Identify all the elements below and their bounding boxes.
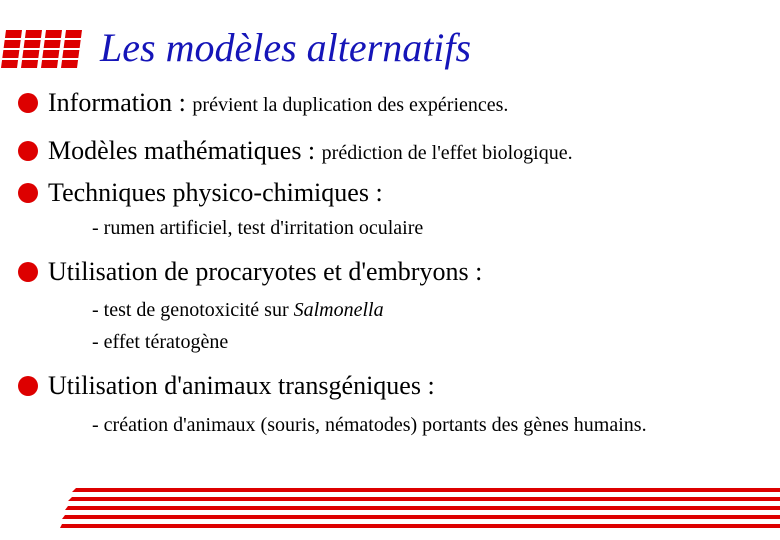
sub-item xyxy=(92,298,384,322)
sub-italic-term: Salmonella xyxy=(293,299,384,321)
bullet-icon xyxy=(18,183,38,203)
bullet-information xyxy=(48,88,508,120)
sub-item: - effet tératogène xyxy=(92,331,229,353)
red-stripes-logo xyxy=(0,30,84,68)
bullet-icon xyxy=(18,376,38,396)
bullet-icon xyxy=(18,141,38,161)
bullet-detail: prédiction de l'effet biologique. xyxy=(321,142,573,164)
sub-text: - test de genotoxicité sur xyxy=(92,299,294,321)
bullet-icon xyxy=(18,262,38,282)
bullet-icon xyxy=(18,93,38,113)
bullet-techniques: Techniques physico-chimiques : xyxy=(48,178,383,207)
bullet-main: Information : xyxy=(48,88,193,117)
slide-title: Les modèles alternatifs xyxy=(100,25,472,70)
bullet-transgeniques: Utilisation d'animaux transgéniques : xyxy=(48,371,435,400)
bullet-main: Modèles mathématiques : xyxy=(48,136,322,165)
bullet-procaryotes: Utilisation de procaryotes et d'embryons : xyxy=(48,257,483,286)
sub-item: - création d'animaux (souris, nématodes) portants des gènes humains. xyxy=(92,414,647,436)
bullet-modeles-mathematiques xyxy=(48,136,573,168)
sub-item: - rumen artificiel, test d'irritation oculaire xyxy=(92,217,424,239)
red-stripes-footer xyxy=(60,488,780,536)
bullet-detail: prévient la duplication des expériences. xyxy=(192,94,509,116)
